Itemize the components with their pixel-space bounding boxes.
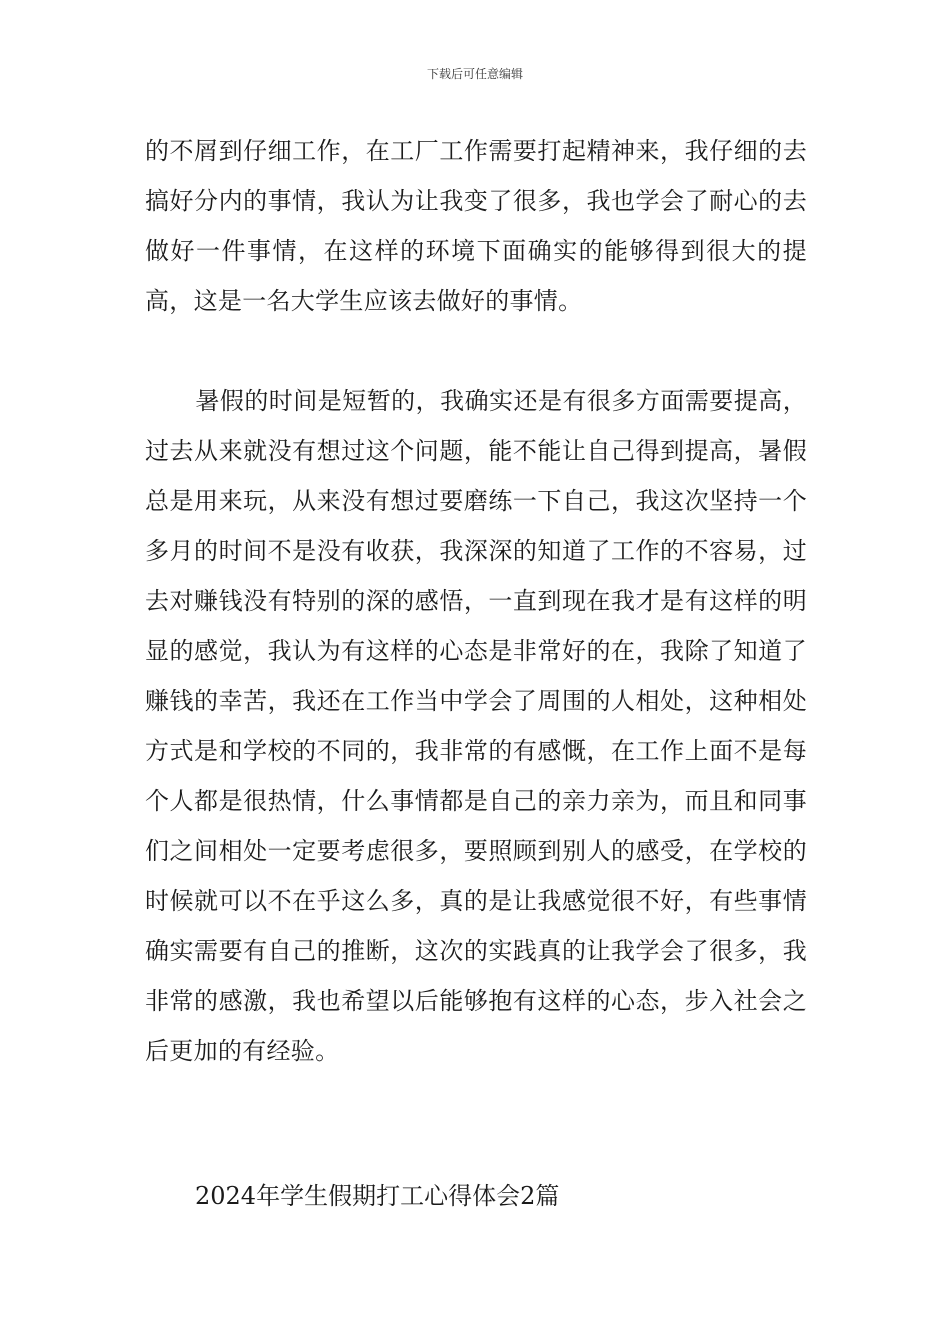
body-paragraph-1: 的不屑到仔细工作，在工厂工作需要打起精神来，我仔细的去搞好分内的事情，我认为让我变了很多，我也学会了耐心的去做好一件事情，在这样的环境下面确实的能够得到很大的提高，这是一名大学生应该去做好的事情。: [145, 137, 807, 315]
body-paragraph-2: 暑假的时间是短暂的，我确实还是有很多方面需要提高，过去从来就没有想过这个问题，能不能让自己得到提高，暑假总是用来玩，从来没有想过要磨练一下自己，我这次坚持一个多月的时间不是没有收获，我深深的知道了工作的不容易，过去对赚钱没有特别的深的感悟，一直到现在我才是有这样的明显的感觉，我认为有这样的心态是非常好的在，我除了知道了赚钱的幸苦，我还在工作当中学会了周围的人相处，这种相处方式是和学校的不同的，我非常的有感慨，在工作上面不是每个人都是很热情，什么事情都是自己的亲力亲为，而且和同事们之间相处一定要考虑很多，要照顾到别人的感受，在学校的时候就可以不在乎这么多，真的是让我感觉很不好，有些事情确实需要有自己的推断，这次的实践真的让我学会了很多，我非常的感激，我也希望以后能够抱有这样的心态，步入社会之后更加的有经验。: [145, 387, 807, 1065]
page-header: 下载后可任意编辑: [426, 67, 523, 81]
section-heading: 2024年学生假期打工心得体会2篇: [195, 1182, 560, 1210]
